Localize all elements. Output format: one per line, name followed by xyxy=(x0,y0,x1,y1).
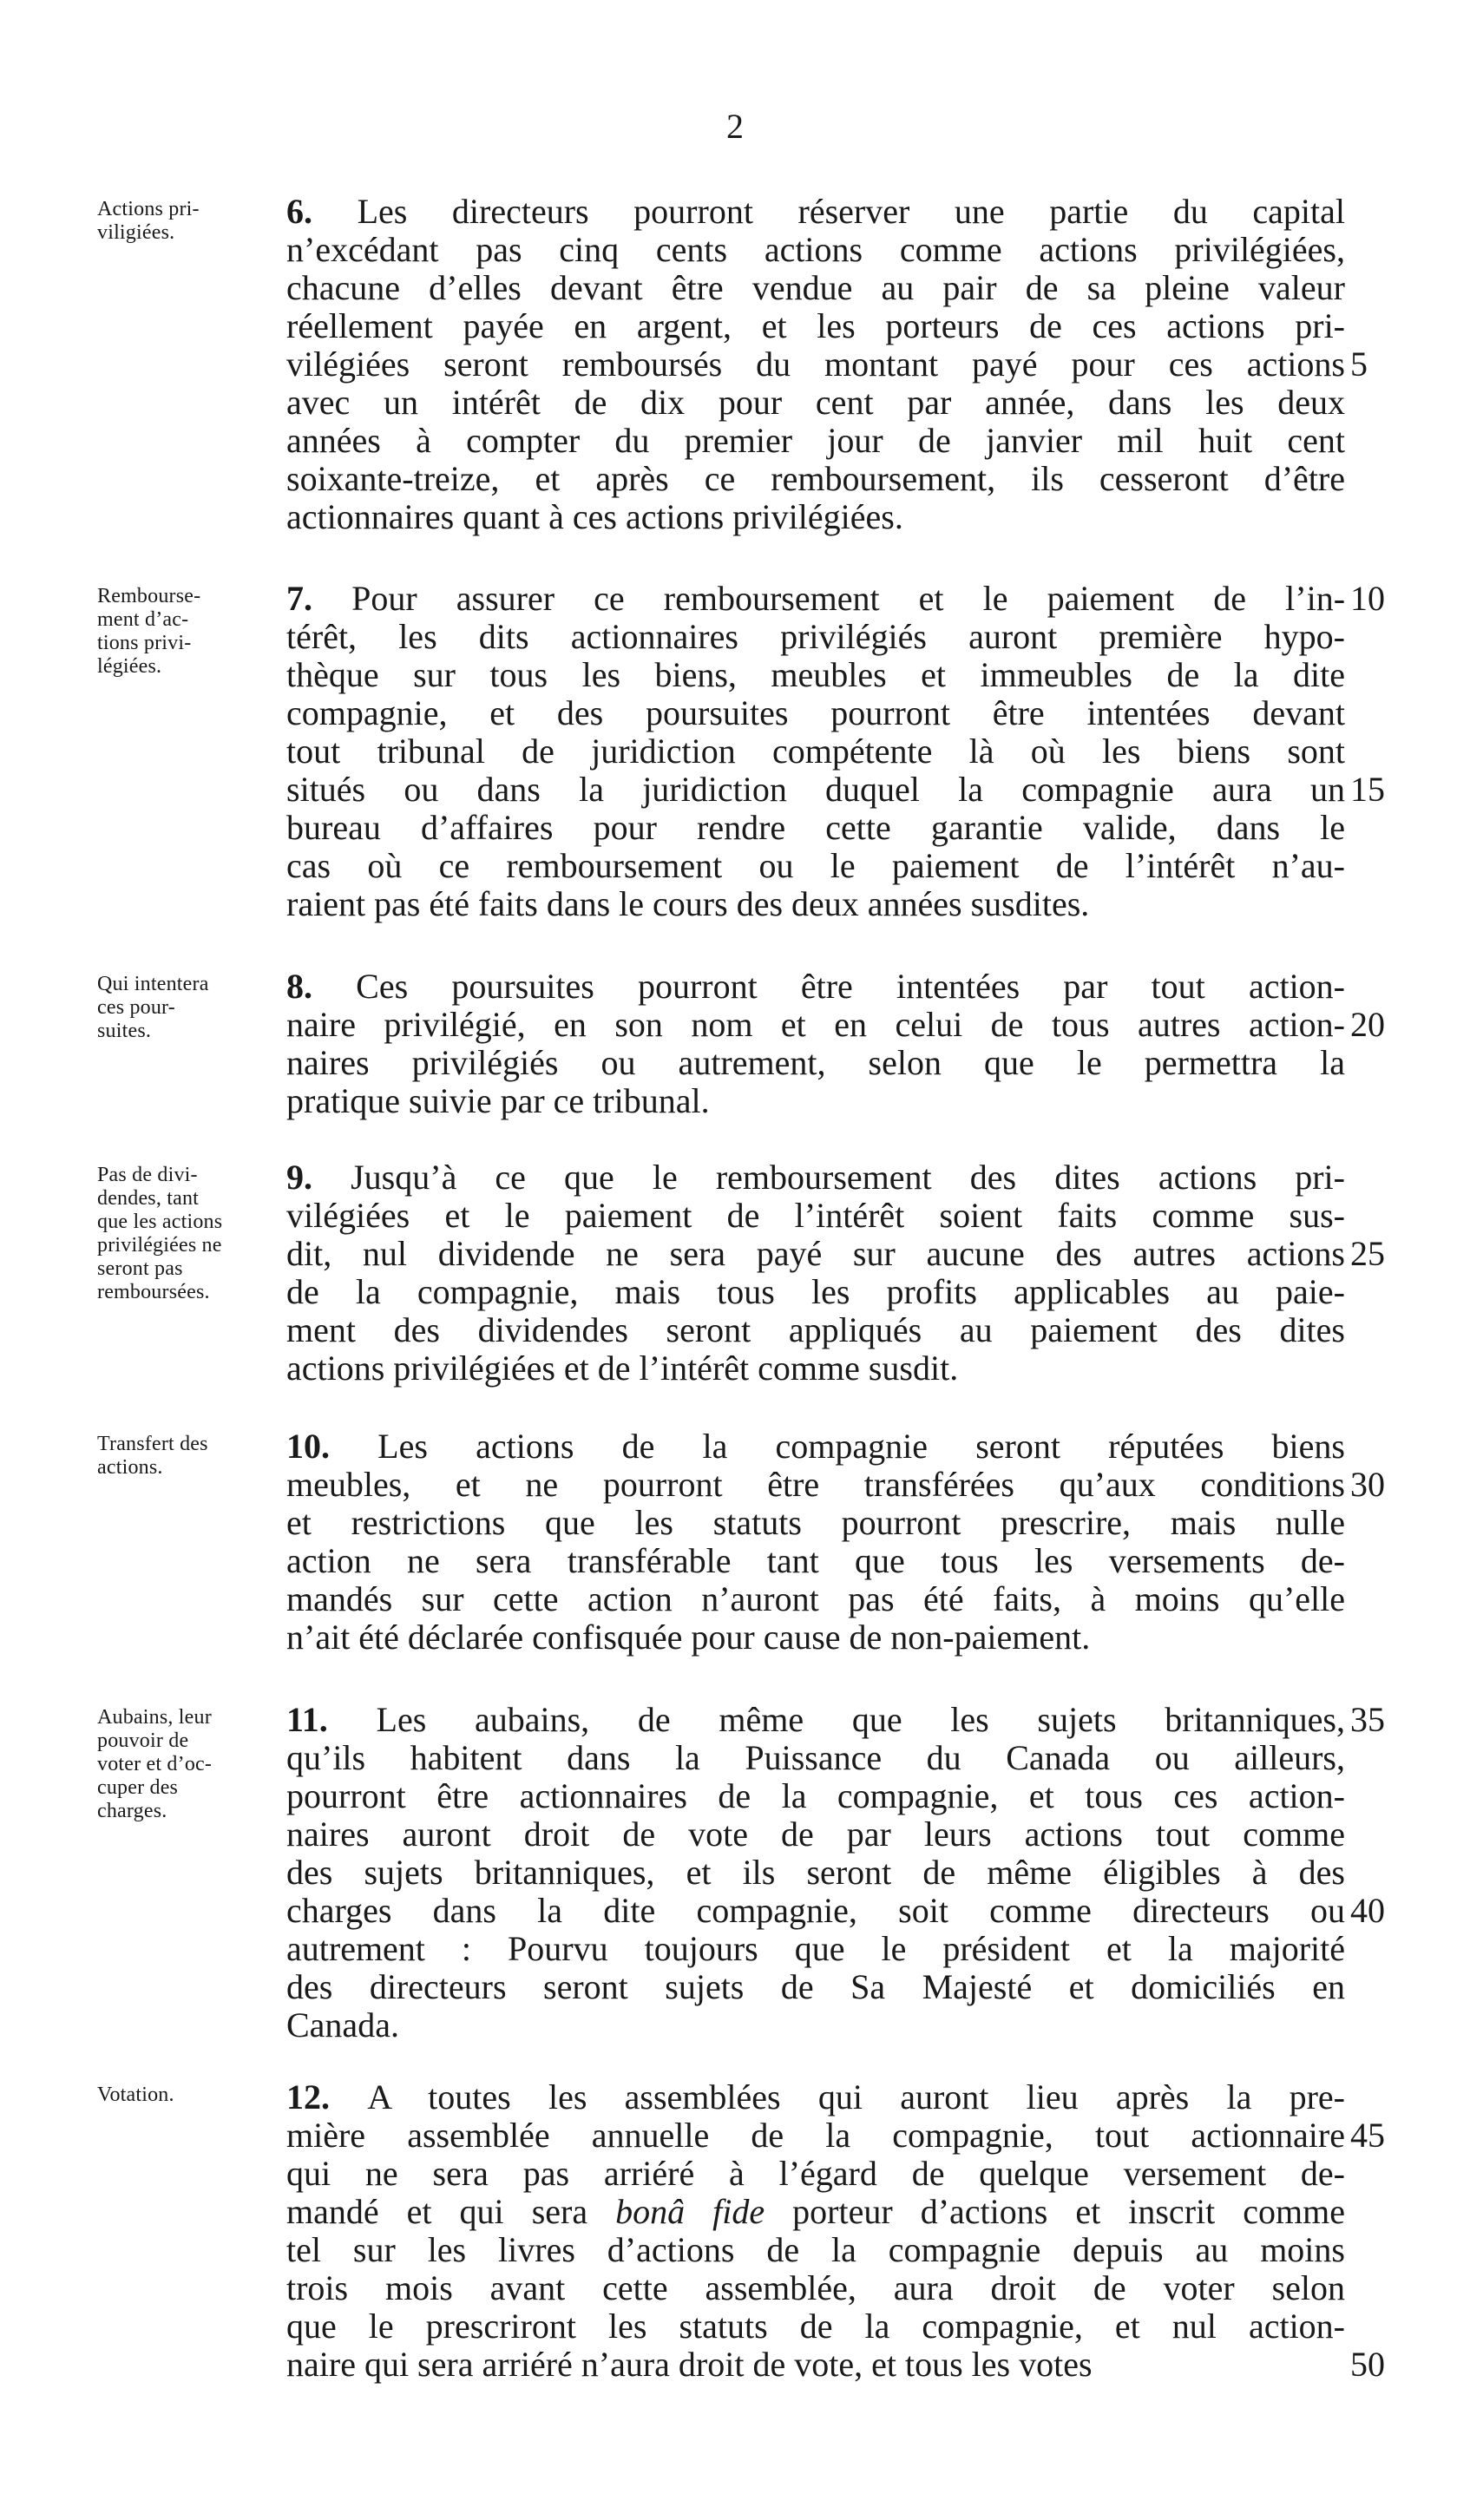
margin-note-line: Actions pri- xyxy=(97,198,200,220)
margin-note-line: suites. xyxy=(97,1020,152,1042)
text-line: 6. Les directeurs pourront réserver une partie du capital xyxy=(286,193,1345,231)
line-number: 20 xyxy=(1350,1005,1385,1044)
text-line: avec un intérêt de dix pour cent par année, dans les deux xyxy=(286,384,1345,422)
margin-note-line: Transfert des xyxy=(97,1433,208,1455)
text-line: ment des dividendes seront appliqués au paiement des dites xyxy=(286,1311,1345,1349)
text-line: térêt, les dits actionnaires privilégiés auront première hypo- xyxy=(286,618,1345,656)
text-line: mandés sur cette action n’auront pas été faits, à moins qu’elle xyxy=(286,1580,1345,1618)
line-number: 5 xyxy=(1350,345,1368,384)
text-line: dit, nul dividende ne sera payé sur aucune des autres actions xyxy=(286,1235,1345,1273)
text-line: de la compagnie, mais tous les profits applicables au paie- xyxy=(286,1273,1345,1311)
line-number: 40 xyxy=(1350,1891,1385,1930)
text-line: Canada. xyxy=(286,2006,399,2044)
margin-note-line: charges. xyxy=(97,1800,167,1822)
margin-note-line: ces pour- xyxy=(97,996,175,1019)
text-line: 12. A toutes les assemblées qui auront lieu après la pre- xyxy=(286,2078,1345,2116)
article-number: 12. xyxy=(286,2078,368,2116)
article-text xyxy=(286,1427,1345,1657)
text-line: actions privilégiées et de l’intérêt comme susdit. xyxy=(286,1349,959,1388)
text-line: thèque sur tous les biens, meubles et immeubles de la dite xyxy=(286,656,1345,694)
text-line: actionnaires quant à ces actions privilégiées. xyxy=(286,498,903,536)
text-line: 7. Pour assurer ce remboursement et le paiement de l’in- xyxy=(286,580,1345,618)
text-line: qu’ils habitent dans la Puissance du Canada ou ailleurs, xyxy=(286,1739,1345,1777)
margin-note-line: privilégiées ne xyxy=(97,1234,222,1257)
margin-note xyxy=(97,1164,279,1304)
margin-note-line: que les actions xyxy=(97,1211,223,1233)
line-number: 25 xyxy=(1350,1234,1385,1273)
text-line: des directeurs seront sujets de Sa Majesté et domiciliés en xyxy=(286,1968,1345,2006)
margin-note xyxy=(97,973,279,1043)
margin-note xyxy=(97,585,279,679)
margin-note-line: légiées. xyxy=(97,655,162,678)
text-line: qui ne sera pas arriéré à l’égard de quelque versement de- xyxy=(286,2155,1345,2193)
text-line: vilégiées et le paiement de l’intérêt soient faits comme sus- xyxy=(286,1197,1345,1235)
article-text xyxy=(286,580,1345,923)
line-number: 35 xyxy=(1350,1700,1385,1739)
text-line: 9. Jusqu’à ce que le remboursement des dites actions pri- xyxy=(286,1158,1345,1197)
text-line: naires auront droit de vote de par leurs actions tout comme xyxy=(286,1815,1345,1854)
margin-note xyxy=(97,1433,279,1480)
text-line: n’excédant pas cinq cents actions comme actions privilégiées, xyxy=(286,231,1345,269)
margin-note-line: pouvoir de xyxy=(97,1729,189,1752)
article-text xyxy=(286,1701,1345,2044)
text-line: réellement payée en argent, et les porteurs de ces actions pri- xyxy=(286,307,1345,345)
margin-note-line: Pas de divi- xyxy=(97,1164,198,1186)
margin-note-line: Aubains, leur xyxy=(97,1706,212,1729)
text-line: chacune d’elles devant être vendue au pair de sa pleine valeur xyxy=(286,269,1345,307)
article-number: 8. xyxy=(286,968,357,1006)
text-line: soixante-treize, et après ce remboursement, ils cesseront d’être xyxy=(286,460,1345,498)
text-line: naires privilégiés ou autrement, selon que le permettra la xyxy=(286,1044,1345,1082)
text-line: naire privilégié, en son nom et en celui de tous autres action- xyxy=(286,1006,1345,1044)
margin-note-line: remboursées. xyxy=(97,1281,210,1303)
page-number: 2 xyxy=(726,107,744,146)
article-number: 6. xyxy=(286,193,358,231)
article-text xyxy=(286,1158,1345,1388)
text-line: des sujets britanniques, et ils seront de même éligibles à des xyxy=(286,1854,1345,1892)
text-line: et restrictions que les statuts pourront prescrire, mais nulle xyxy=(286,1504,1345,1542)
line-number: 10 xyxy=(1350,579,1385,618)
article-text xyxy=(286,2078,1345,2384)
article-number: 9. xyxy=(286,1158,351,1197)
text-line: mière assemblée annuelle de la compagnie, tout actionnaire xyxy=(286,2116,1345,2155)
line-number: 45 xyxy=(1350,2116,1385,2155)
text-line: bureau d’affaires pour rendre cette garantie valide, dans le xyxy=(286,809,1345,847)
text-line: tel sur les livres d’actions de la compagnie depuis au moins xyxy=(286,2231,1345,2269)
margin-note-line: Qui intentera xyxy=(97,973,209,995)
text-line: pratique suivie par ce tribunal. xyxy=(286,1082,710,1120)
margin-note-line: ment d’ac- xyxy=(97,608,189,631)
text-line: autrement : Pourvu toujours que le président et la majorité xyxy=(286,1930,1345,1968)
text-line: années à compter du premier jour de janvier mil huit cent xyxy=(286,422,1345,460)
text-line: 10. Les actions de la compagnie seront réputées biens xyxy=(286,1427,1345,1466)
margin-note-line: actions. xyxy=(97,1456,163,1479)
line-number: 30 xyxy=(1350,1465,1385,1504)
text-line: que le prescriront les statuts de la compagnie, et nul action- xyxy=(286,2307,1345,2346)
margin-note-line: seront pas xyxy=(97,1257,183,1280)
text-line: charges dans la dite compagnie, soit comme directeurs ou xyxy=(286,1892,1345,1930)
text-line: situés ou dans la juridiction duquel la compagnie aura un xyxy=(286,771,1345,809)
text-line: mandé et qui sera bonâ fide porteur d’actions et inscrit comme xyxy=(286,2193,1345,2231)
article-number: 11. xyxy=(286,1701,377,1739)
text-line: 11. Les aubains, de même que les sujets britanniques, xyxy=(286,1701,1345,1739)
line-number: 15 xyxy=(1350,770,1385,809)
italic-phrase: bonâ fide xyxy=(615,2193,765,2231)
margin-note xyxy=(97,2084,279,2107)
text-line: raient pas été faits dans le cours des deux années susdites. xyxy=(286,885,1090,923)
margin-note-line: viligiées. xyxy=(97,221,175,244)
margin-note-line: tions privi- xyxy=(97,632,192,654)
margin-note xyxy=(97,198,279,245)
text-line: n’ait été déclarée confisquée pour cause de non-paiement. xyxy=(286,1618,1091,1657)
text-line: action ne sera transférable tant que tous les versements de- xyxy=(286,1542,1345,1580)
margin-note-line: dendes, tant xyxy=(97,1187,200,1210)
margin-note-line: Rembourse- xyxy=(97,585,201,607)
margin-note-line: voter et d’oc- xyxy=(97,1753,213,1775)
margin-note xyxy=(97,1706,279,1823)
text-line: tout tribunal de juridiction compétente là où les biens sont xyxy=(286,732,1345,771)
article-number: 7. xyxy=(286,580,352,618)
line-number: 50 xyxy=(1350,2345,1385,2384)
article-number: 10. xyxy=(286,1427,378,1466)
text-line: 8. Ces poursuites pourront être intentées par tout action- xyxy=(286,968,1345,1006)
article-text xyxy=(286,968,1345,1120)
margin-note-line: Votation. xyxy=(97,2084,174,2106)
article-text xyxy=(286,193,1345,536)
margin-note-line: cuper des xyxy=(97,1776,179,1799)
text-line: compagnie, et des poursuites pourront être intentées devant xyxy=(286,694,1345,732)
text-line: cas où ce remboursement ou le paiement de l’intérêt n’au- xyxy=(286,847,1345,885)
text-line: meubles, et ne pourront être transférées qu’aux conditions xyxy=(286,1466,1345,1504)
text-line: trois mois avant cette assemblée, aura droit de voter selon xyxy=(286,2269,1345,2307)
text-line: pourront être actionnaires de la compagnie, et tous ces action- xyxy=(286,1777,1345,1815)
text-line: vilégiées seront remboursés du montant payé pour ces actions xyxy=(286,345,1345,384)
text-line: naire qui sera arriéré n’aura droit de vote, et tous les votes xyxy=(286,2346,1093,2384)
